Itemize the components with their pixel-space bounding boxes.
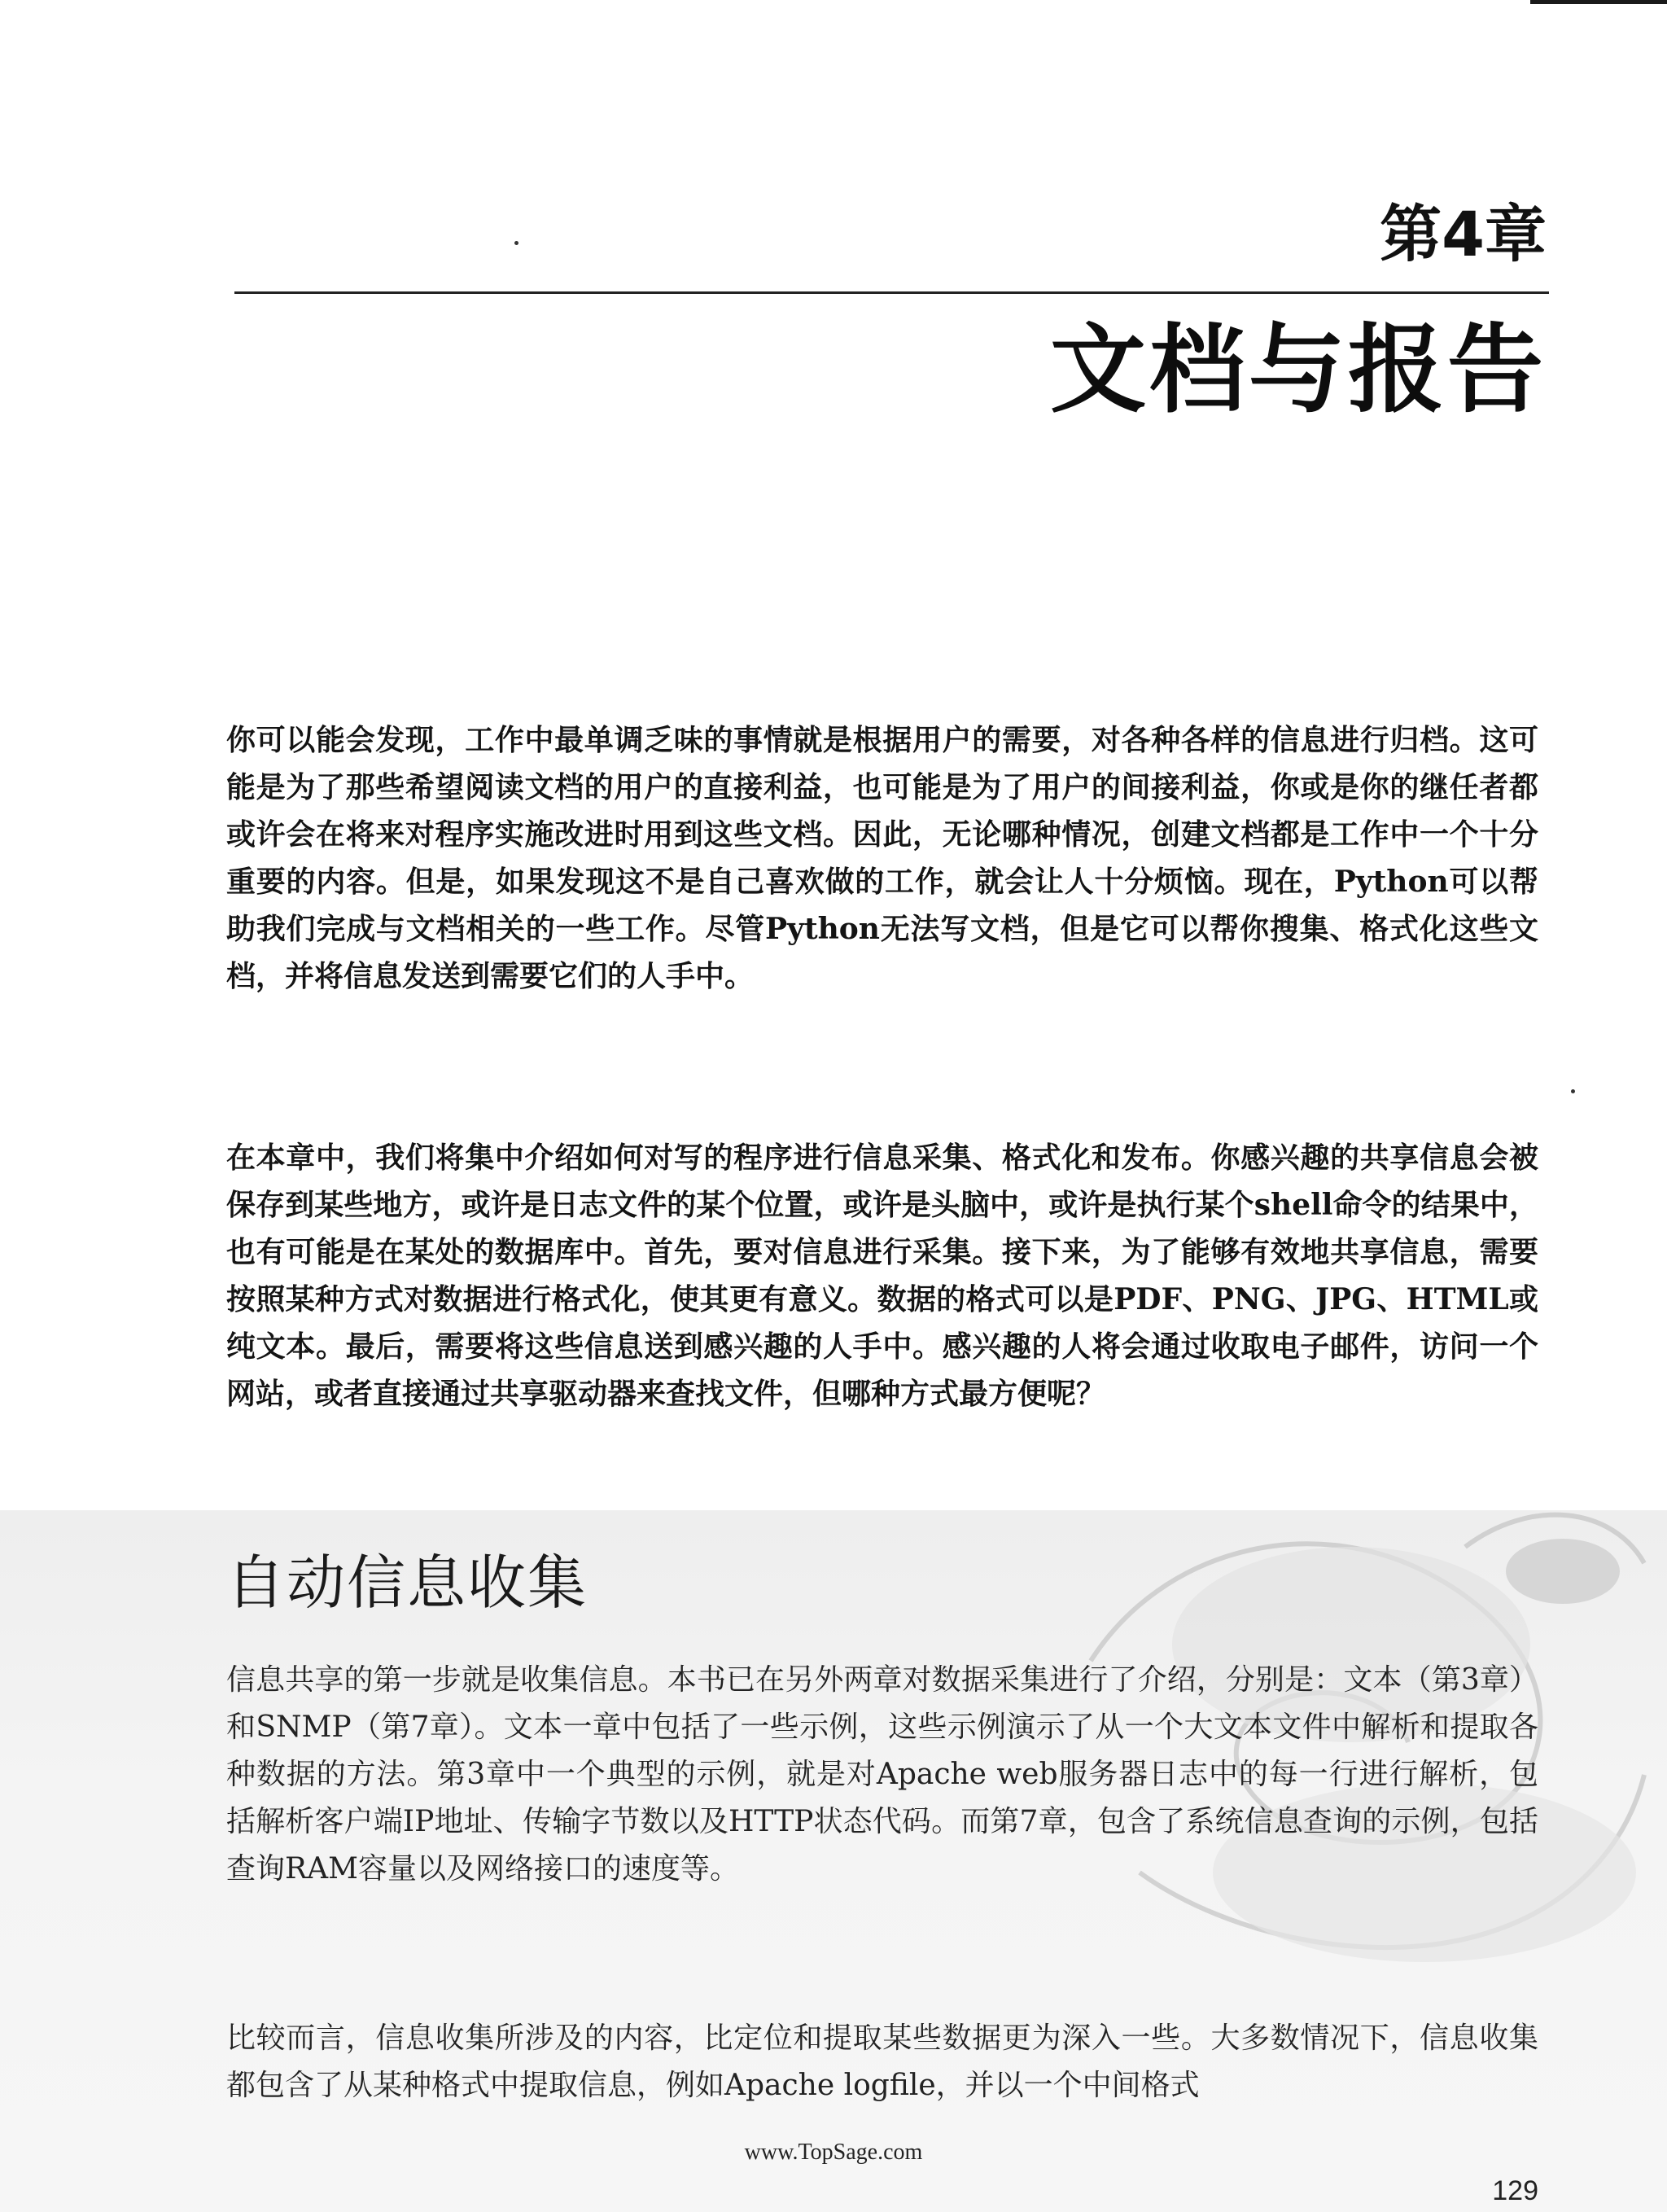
- chapter-title: 文档与报告: [1049, 313, 1547, 426]
- chapter-divider: [234, 291, 1549, 294]
- footer-url: www.TopSage.com: [744, 2140, 923, 2165]
- page-edge-rule: [1530, 0, 1667, 4]
- intro-paragraph-2: 在本章中，我们将集中介绍如何对写的程序进行信息采集、格式化和发布。你感兴趣的共享信息会被保存到某些地方，或许是日志文件的某个位置，或许是头脑中，或许是执行某个shell命令的结果中，也有可能是在某处的数据库中。首先，要对信息进行采集。接下来，为了能够有效地共享信息，需要按照某种方式对数据进行格式化，使其更有意义。数据的格式可以是PDF、PNG、JPG、HTML或纯文本。最后，需要将这些信息送到感兴趣的人手中。感兴趣的人将会通过收取电子邮件，访问一个网站，或者直接通过共享驱动器来查找文件，但哪种方式最方便呢？: [226, 1141, 1538, 1411]
- chapter-label: 第4章: [1380, 198, 1547, 270]
- section-paragraph-1: 信息共享的第一步就是收集信息。本书已在另外两章对数据采集进行了介绍，分别是：文本（第3章）和SNMP（第7章）。文本一章中包括了一些示例，这些示例演示了从一个大文本文件中解析和提取各种数据的方法。第3章中一个典型的示例，就是对Apache web服务器日志中的每一行进行解析，包括解析客户端IP地址、传输字节数以及HTTP状态代码。而第7章，包含了系统信息查询的示例，包括查询RAM容量以及网络接口的速度等。: [226, 1663, 1538, 1886]
- scan-speck: [514, 241, 518, 245]
- scan-speck: [1571, 1089, 1575, 1093]
- intro-paragraph-1: 你可以能会发现，工作中最单调乏味的事情就是根据用户的需要，对各种各样的信息进行归档。这可能是为了那些希望阅读文档的用户的直接利益，也可能是为了用户的间接利益，你或是你的继任者都或许会在将来对程序实施改进时用到这些文档。因此，无论哪种情况，创建文档都是工作中一个十分重要的内容。但是，如果发现这不是自己喜欢做的工作，就会让人十分烦恼。现在，Python可以帮助我们完成与文档相关的一些工作。尽管Python无法写文档，但是它可以帮你搜集、格式化这些文档，并将信息发送到需要它们的人手中。: [226, 723, 1538, 993]
- page-number: 129: [1492, 2175, 1538, 2206]
- section-heading: 自动信息收集: [226, 1548, 588, 1617]
- section-paragraph-2: 比较而言，信息收集所涉及的内容，比定位和提取某些数据更为深入一些。大多数情况下，信息收集都包含了从某种格式中提取信息，例如Apache logfile，并以一个中间格式: [226, 2021, 1538, 2102]
